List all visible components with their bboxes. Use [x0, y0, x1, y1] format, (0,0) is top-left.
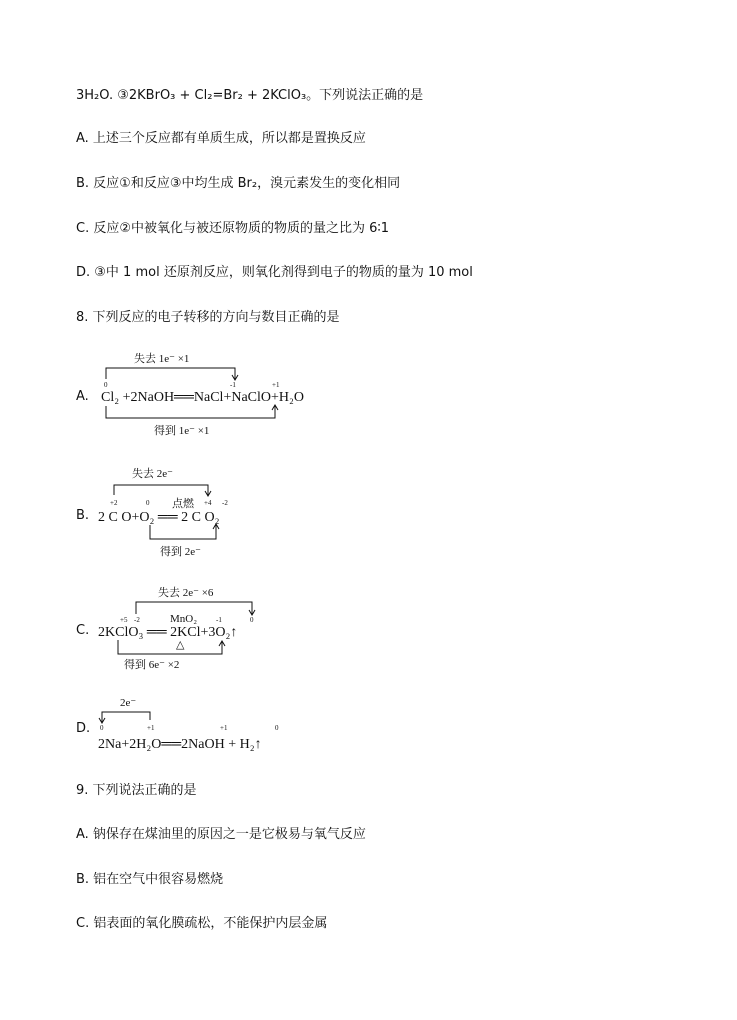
eq-d-ox-na1: +1 [220, 724, 228, 732]
equation-c [76, 582, 366, 674]
eq-a-ox-cl0: 0 [104, 381, 108, 389]
eq-c-ox-o0: 0 [250, 616, 254, 624]
eq-b-ox-c2: +2 [110, 499, 118, 507]
eq-b-condition: 点燃 [172, 498, 194, 510]
eq-b-ox-c4: +4 [204, 499, 212, 507]
question9-stem: 9. 下列说法正确的是 [76, 783, 197, 798]
eq-a-label: A. [76, 389, 89, 404]
eq-a-bottom-bracket [106, 406, 275, 418]
eq-d-ox-h0: 0 [275, 724, 279, 732]
eq-d-bracket [102, 712, 150, 722]
eq-c-catalyst: MnO₂ [170, 613, 198, 625]
question8-stem: 8. 下列反应的电子转移的方向与数目正确的是 [76, 310, 340, 325]
equation-b [76, 463, 336, 561]
q9-option-b: B. 铝在空气中很容易燃烧 [76, 872, 224, 887]
eq-b-bottom-bracket [150, 525, 216, 539]
q9-option-a: A. 钠保存在煤油里的原因之一是它极易与氧气反应 [76, 827, 366, 842]
eq-c-lose-label: 失去 2e⁻ ×6 [158, 587, 214, 599]
eq-b-ox-o0: 0 [146, 499, 150, 507]
eq-c-heat-symbol: △ [176, 639, 185, 651]
eq-c-label: C. [76, 623, 90, 638]
equation-a [76, 348, 376, 440]
eq-c-gain-label: 得到 6e⁻ ×2 [124, 659, 180, 671]
q7-option-b: B. 反应①和反应③中均生成 Br₂，溴元素发生的变化相同 [76, 176, 401, 191]
eq-d-ox-h1: +1 [147, 724, 155, 732]
eq-a-gain-label: 得到 1e⁻ ×1 [154, 425, 210, 437]
eq-c-ox-cl-1: -1 [216, 616, 222, 624]
q7-option-c: C. 反应②中被氧化与被还原物质的物质的量之比为 6∶1 [76, 221, 390, 236]
eq-c-bottom-bracket [118, 640, 222, 654]
eq-b-gain-label: 得到 2e⁻ [160, 546, 201, 558]
q7-option-d: D. ③中 1 mol 还原剂反应，则氧化剂得到电子的物质的量为 10 mol [76, 265, 473, 280]
q9-option-c: C. 铝表面的氧化膜疏松，不能保护内层金属 [76, 916, 328, 931]
eq-b-top-bracket [114, 485, 208, 495]
eq-d-ox-na0: 0 [100, 724, 104, 732]
eq-a-ox-clplus1: +1 [272, 381, 280, 389]
eq-b-label: B. [76, 508, 90, 523]
q7-option-a: A. 上述三个反应都有单质生成，所以都是置换反应 [76, 131, 366, 146]
eq-d-formula: 2Na+2H₂O══2NaOH + H₂↑ [98, 737, 262, 752]
eq-a-lose-label: 失去 1e⁻ ×1 [134, 353, 190, 365]
eq-a-ox-clminus1: -1 [230, 381, 236, 389]
eq-b-lose-label: 失去 2e⁻ [132, 468, 173, 480]
eq-d-transfer-label: 2e⁻ [120, 697, 137, 709]
eq-d-label: D. [76, 721, 91, 736]
eq-b-formula: 2 C O+O₂ ══ 2 C O₂ [98, 510, 220, 525]
eq-b-ox-o-2: -2 [222, 499, 228, 507]
eq-c-ox-o-2: -2 [134, 616, 140, 624]
question7-stem-tail: 3H₂O. ③2KBrO₃ + Cl₂=Br₂ + 2KClO₃。下列说法正确的是 [76, 88, 424, 103]
eq-a-formula: Cl₂ +2NaOH══NaCl+NaClO+H₂O [101, 390, 304, 405]
equation-d [76, 692, 356, 756]
eq-c-formula: 2KClO₃ ══ 2KCl+3O₂↑ [98, 625, 238, 640]
eq-a-top-bracket [106, 368, 235, 379]
eq-c-ox-cl5: +5 [120, 616, 128, 624]
